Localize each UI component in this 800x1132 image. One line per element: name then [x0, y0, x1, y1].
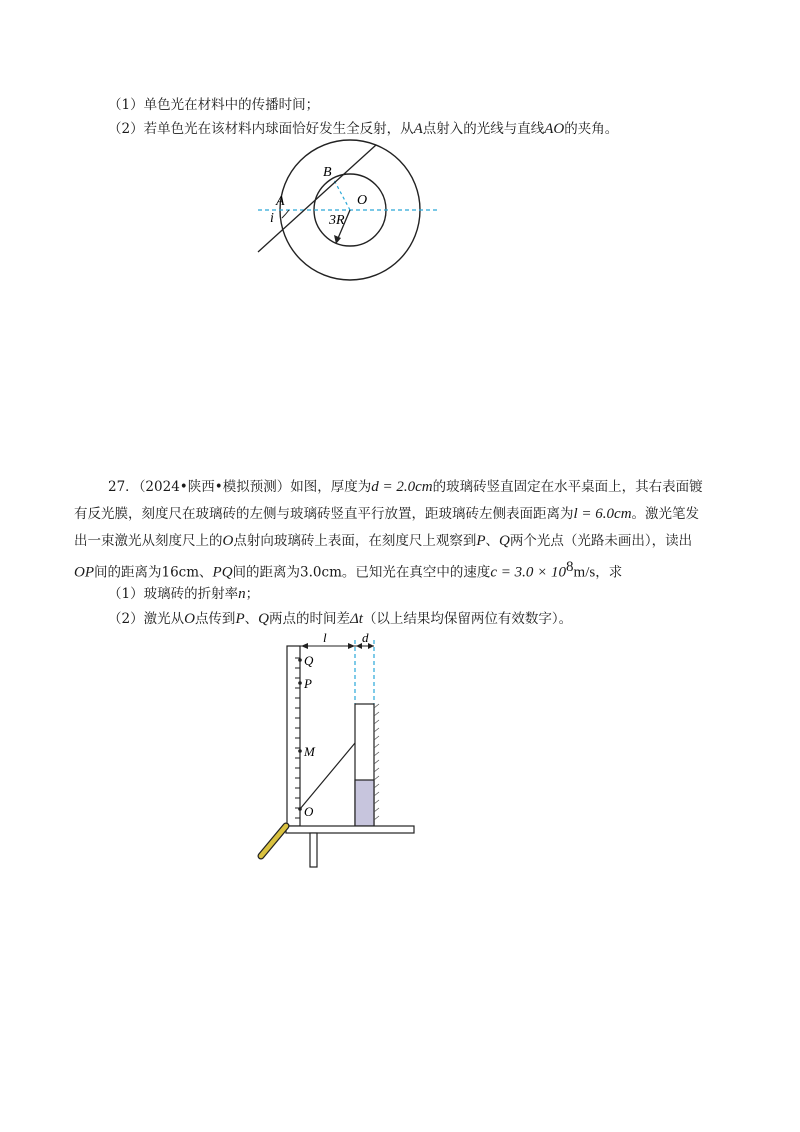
label-i: i — [270, 211, 274, 226]
label-l: l — [323, 630, 327, 645]
label-O: O — [304, 804, 314, 819]
table-leg — [310, 833, 317, 867]
label-d: d — [362, 630, 369, 645]
label-A: A — [276, 194, 285, 209]
label-Q: Q — [304, 653, 314, 668]
label-3R: 3R — [329, 213, 345, 228]
glass-block-lower — [355, 780, 374, 826]
label-B: B — [323, 165, 332, 180]
p27-line-3: 出一束激光从刻度尺上的O点射向玻璃砖上表面，在刻度尺上观察到P、Q两个光点（光路未画出），读出 — [74, 533, 693, 549]
label-P: P — [304, 676, 312, 691]
p27-line-4: OP间的距离为16cm、PQ间的距离为3.0cm。已知光在真空中的速度$c = 3.0 \times 10^8m/s$，求 — [74, 559, 623, 581]
laser-pen — [261, 826, 286, 856]
point-Q-dot — [298, 658, 302, 662]
p26-question-1: （1）单色光在材料中的传播时间； — [108, 97, 320, 113]
p27-question-1: （1）玻璃砖的折射率n； — [108, 586, 260, 602]
p27-line-1: 27．（2024•陕西•模拟预测）如图，厚度为d = 2.0cm的玻璃砖竖直固定在水平桌面上，其右表面镀 — [108, 479, 703, 495]
p27-line-2: 有反光膜，刻度尺在玻璃砖的左侧与玻璃砖竖直平行放置，距玻璃砖左侧表面距离为l = 6.0cm。激光笔发 — [74, 506, 700, 522]
p26-question-2: （2）若单色光在该材料内球面恰好发生全反射，从A点射入的光线与直线AO的夹角。 — [108, 121, 619, 137]
mirror-hatching — [374, 704, 379, 820]
p27-question-2: （2）激光从O点传到P、Q两点的时间差Δt（以上结果均保留两位有效数字）。 — [108, 611, 573, 627]
label-O: O — [357, 193, 368, 208]
ruler — [287, 646, 300, 826]
label-M: M — [304, 744, 315, 759]
point-P-dot — [298, 681, 302, 685]
table-top — [286, 826, 414, 833]
point-M-dot — [298, 749, 302, 753]
